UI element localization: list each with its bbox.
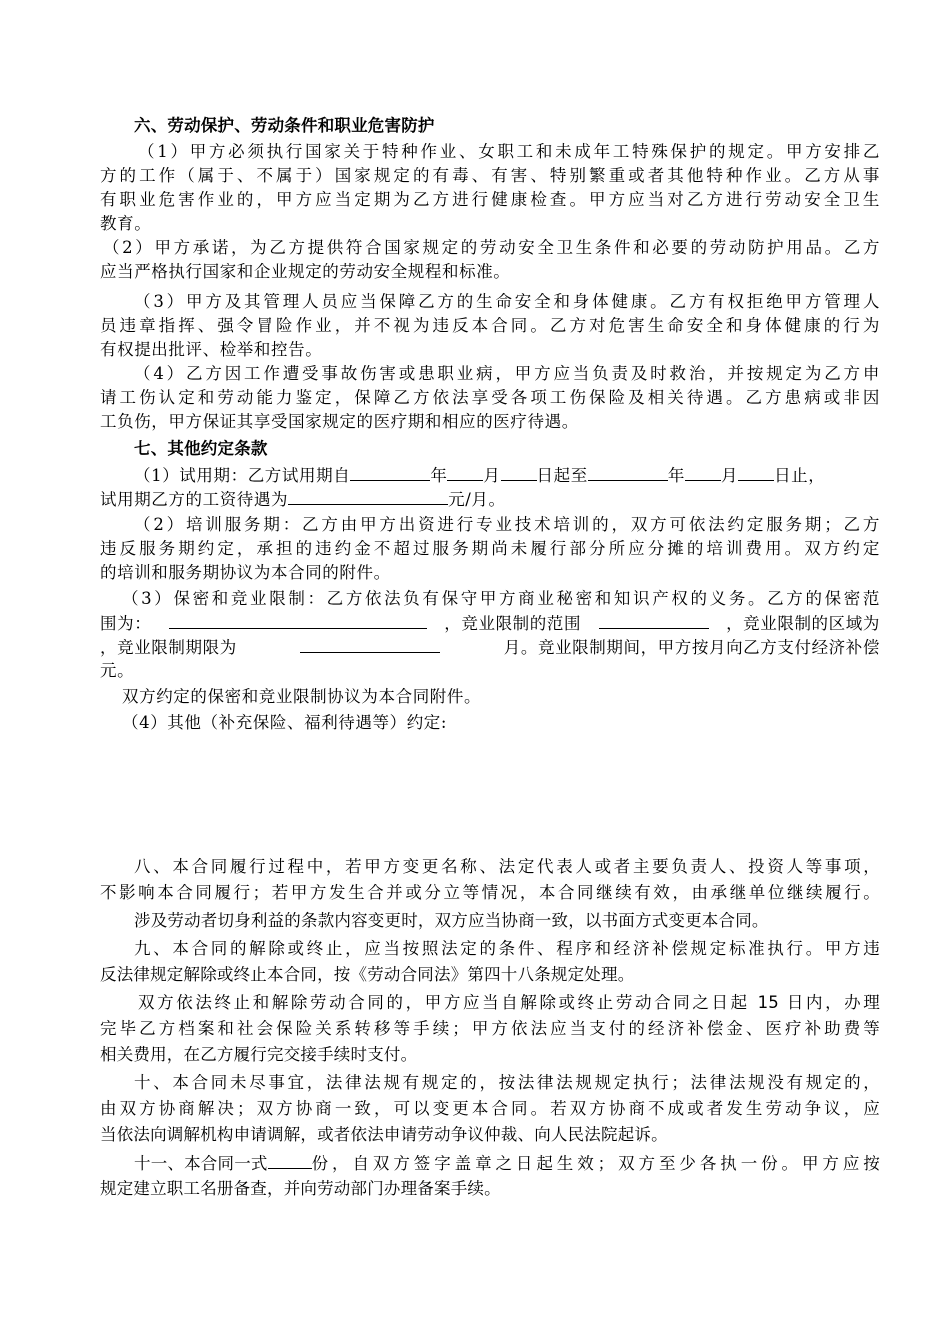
s8-p1-line1: 八、本合同履行过程中，若甲方变更名称、法定代表人或者主要负责人、投资人等事项，	[134, 857, 880, 876]
confidentiality-scope-blank[interactable]	[169, 611, 427, 629]
confidentiality-line3	[100, 635, 880, 660]
probation-wage-label: 试用期乙方的工资待遇为	[100, 490, 289, 509]
s6-p4-line1: （4）乙方因工作遭受事故伤害或患职业病，甲方应当负责及时救治，并按规定为乙方申	[134, 364, 880, 383]
noncompete-region-label: ，竞业限制的区域为	[726, 614, 880, 633]
s8-p2: 涉及劳动者切身利益的条款内容变更时，双方应当协商一致，以书面方式变更本合同。	[134, 911, 769, 930]
s6-p1-line4: 教育。	[100, 214, 152, 233]
noncompete-compensation-text: 月。竞业限制期间，甲方按月向乙方支付经济补偿	[503, 638, 880, 657]
probation-start-year-blank[interactable]	[350, 463, 430, 481]
day-to-label: 日止，	[774, 466, 826, 485]
wage-unit: 元/月。	[448, 490, 506, 509]
s6-p2-line2: 应当严格执行国家和企业规定的劳动安全规程和标准。	[100, 262, 511, 281]
training-line3: 的培训和服务期协议为本合同的附件。	[100, 563, 391, 582]
s11-line1	[134, 1151, 880, 1176]
day-from-label: 日起至	[536, 466, 588, 485]
s8-p1-line2: 不影响本合同履行；若甲方发生合并或分立等情况，本合同继续有效，由承继单位继续履行。	[100, 883, 880, 902]
month-label: 月	[720, 466, 739, 485]
s6-p3-line3: 有权提出批评、检举和控告。	[100, 340, 323, 359]
probation-start-day-blank[interactable]	[501, 463, 537, 481]
noncompete-period-label: ，竞业限制期限为	[100, 638, 237, 657]
s10-line1: 十、本合同未尽事宜，法律法规有规定的，按法律法规规定执行；法律法规没有规定的，	[134, 1073, 880, 1092]
s6-p1-line3: 有职业危害作业的，甲方应当定期为乙方进行健康检查。甲方应当对乙方进行劳动安全卫生	[100, 190, 880, 209]
s9-p1-line1: 九、本合同的解除或终止，应当按照法定的条件、程序和经济补偿规定标准执行。甲方违	[134, 939, 880, 958]
section6-heading: 六、劳动保护、劳动条件和职业危害防护	[134, 116, 435, 135]
copies-label: 十一、本合同一式	[134, 1154, 268, 1173]
confidentiality-line2	[100, 611, 880, 636]
s10-line2: 由双方协商解决；双方协商一致，可以变更本合同。若双方协商不成或者发生劳动争议，应	[100, 1099, 880, 1118]
probation-wage-blank[interactable]	[288, 487, 448, 505]
s6-p1-line2: 方的工作（属于、不属于）国家规定的有毒、有害、特别繁重或者其他特种作业。乙方从事	[100, 166, 880, 185]
s6-p4-line3: 工负伤，甲方保证其享受国家规定的医疗期和相应的医疗待遇。	[100, 412, 579, 431]
probation-start-month-blank[interactable]	[447, 463, 483, 481]
s6-p3-line2: 员违章指挥、强令冒险作业，并不视为违反本合同。乙方对危害生命安全和身体健康的行为	[100, 316, 880, 335]
month-label: 月	[483, 466, 501, 485]
confidentiality-line1: （3）保密和竞业限制：乙方依法负有保守甲方商业秘密和知识产权的义务。乙方的保密范	[122, 589, 880, 608]
s10-line3: 当依法向调解机构申请调解，或者依法申请劳动争议仲裁、向人民法院起诉。	[100, 1125, 668, 1144]
other-terms: （4）其他（补充保险、福利待遇等）约定:	[122, 713, 448, 732]
probation-end-year-blank[interactable]	[588, 463, 668, 481]
effect-text: 份，自双方签字盖章之日起生效；双方至少各执一份。甲方应按	[311, 1154, 880, 1173]
s9-p2-line1: 双方依法终止和解除劳动合同的，甲方应当自解除或终止劳动合同之日起 15 日内，办理	[138, 993, 880, 1012]
probation-line2	[100, 487, 880, 512]
attachment-note: 双方约定的保密和竞业限制协议为本合同附件。	[122, 687, 482, 706]
probation-end-day-blank[interactable]	[738, 463, 774, 481]
year-label: 年	[430, 466, 448, 485]
s6-p3-line1: （3）甲方及其管理人员应当保障乙方的生命安全和身体健康。乙方有权拒绝甲方管理人	[134, 292, 880, 311]
s9-p1-line2: 反法律规定解除或终止本合同，按《劳动合同法》第四十八条规定处理。	[100, 965, 635, 984]
noncompete-period-blank[interactable]	[300, 635, 440, 653]
s6-p4-line2: 请工伤认定和劳动能力鉴定，保障乙方依法享受各项工伤保险及相关待遇。乙方患病或非因	[100, 388, 880, 407]
copies-count-blank[interactable]	[268, 1151, 312, 1169]
training-line1: （2）培训服务期：乙方由甲方出资进行专业技术培训的，双方可依法约定服务期；乙方	[134, 515, 880, 534]
confidentiality-scope-label: 围为：	[100, 614, 152, 633]
s6-p1-line1: （1）甲方必须执行国家关于特种作业、女职工和未成年工特殊保护的规定。甲方安排乙	[138, 142, 880, 161]
training-line2: 违反服务期约定，承担的违约金不超过服务期尚未履行部分所应分摊的培训费用。双方约定	[100, 539, 880, 558]
probation-line1	[134, 463, 880, 488]
s9-p2-line2: 完毕乙方档案和社会保险关系转移等手续；甲方依法应当支付的经济补偿金、医疗补助费等	[100, 1019, 880, 1038]
s9-p2-line3: 相关费用，在乙方履行完交接手续时支付。	[100, 1045, 418, 1064]
noncompete-scope-label: ，竞业限制的范围	[444, 614, 582, 633]
probation-end-month-blank[interactable]	[685, 463, 721, 481]
noncompete-scope-blank[interactable]	[599, 611, 709, 629]
year-label: 年	[667, 466, 685, 485]
section7-heading: 七、其他约定条款	[134, 439, 268, 458]
s11-line2: 规定建立职工名册备查，并向劳动部门办理备案手续。	[100, 1179, 501, 1198]
s6-p2-line1: （2）甲方承诺，为乙方提供符合国家规定的劳动安全卫生条件和必要的劳动防护用品。乙方	[103, 238, 880, 257]
confidentiality-line4: 元。	[100, 661, 135, 680]
probation-prefix: （1）试用期：乙方试用期自	[134, 466, 351, 485]
